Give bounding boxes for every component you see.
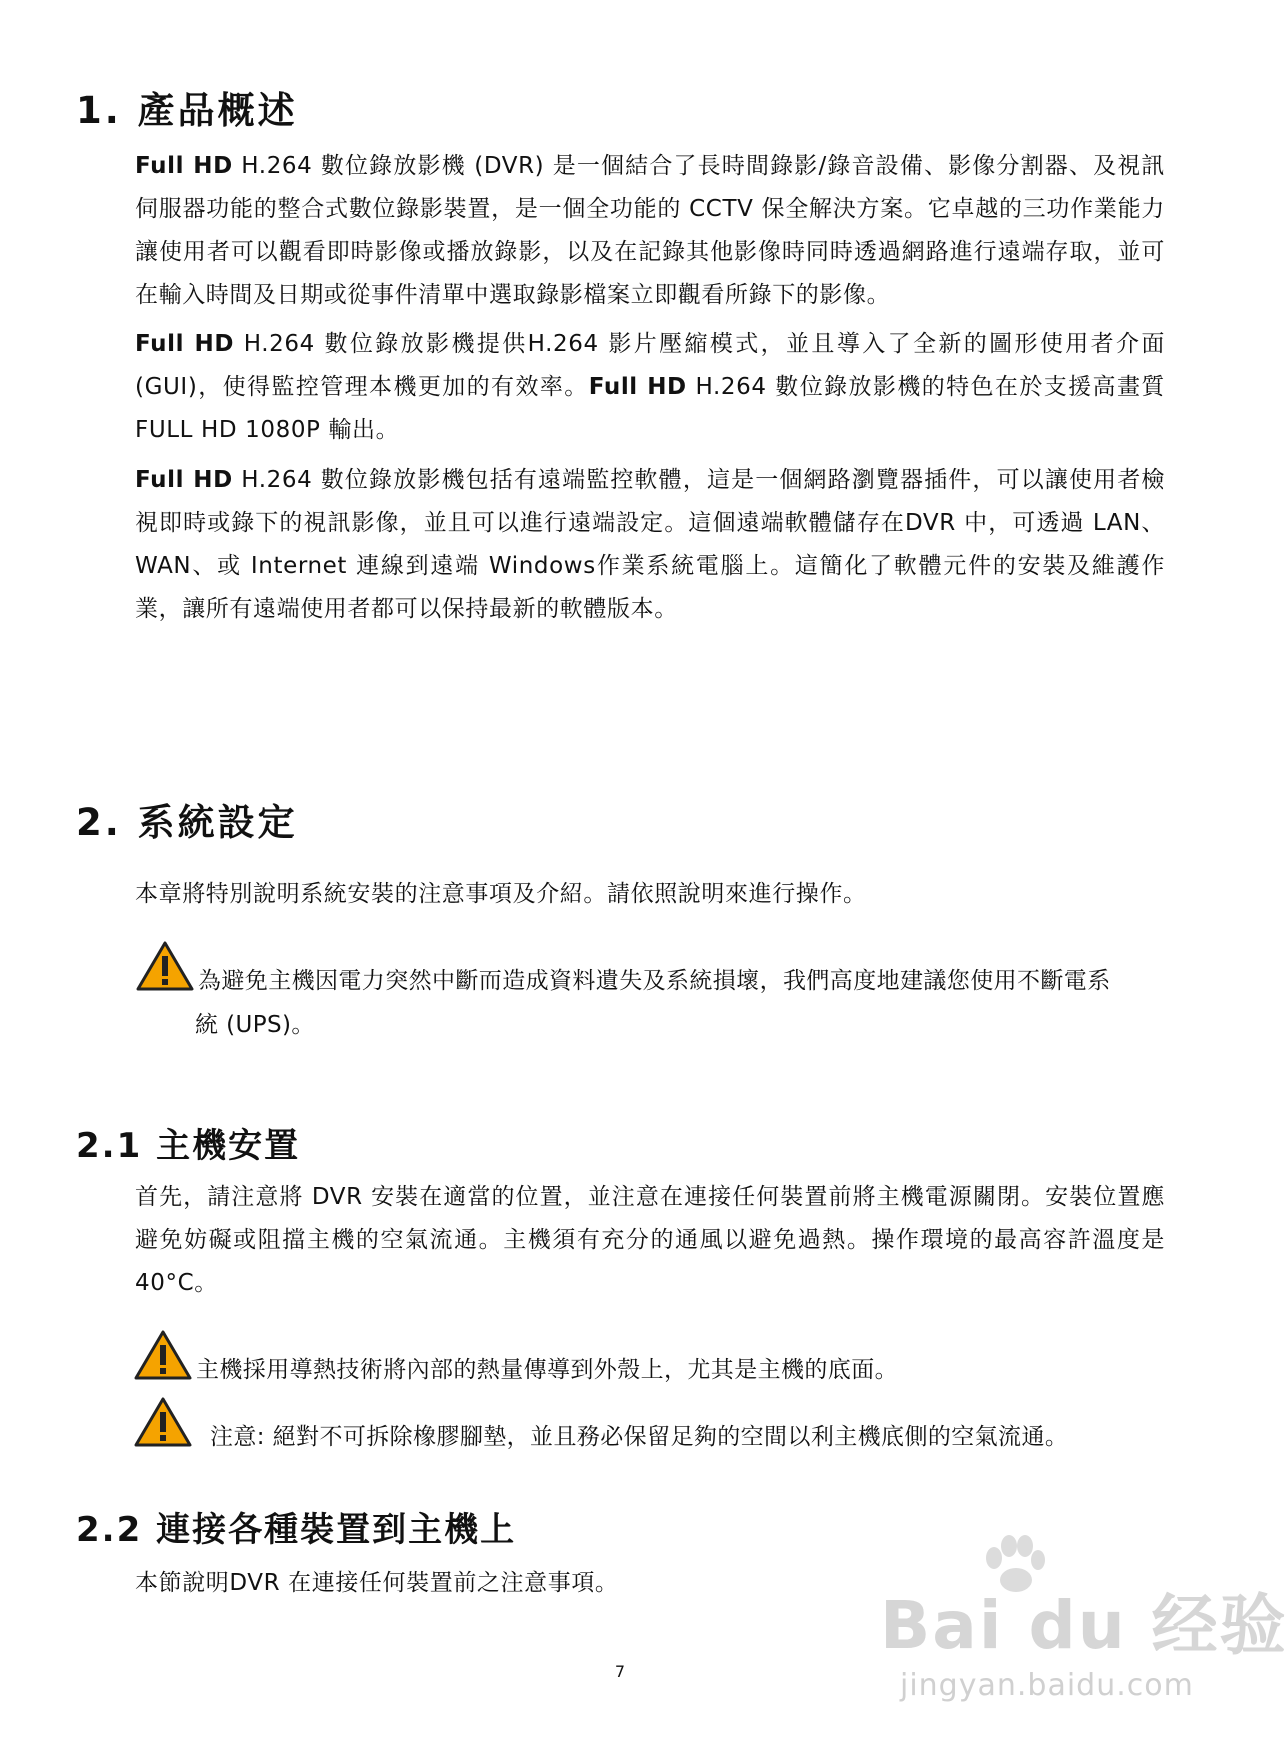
section-1-heading: 1. 產品概述 xyxy=(76,89,298,132)
section-1-paragraph-1 xyxy=(135,145,1165,317)
ups-warning-line-2: 統 (UPS)。 xyxy=(195,1012,315,1038)
section-2-1-heading: 2.1 主機安置 xyxy=(76,1126,301,1166)
section-1-paragraph-2 xyxy=(135,323,1165,452)
bold-label: Full HD xyxy=(135,153,233,179)
section-2-2-heading: 2.2 連接各種裝置到主機上 xyxy=(76,1510,517,1550)
paragraph-text: H.264 數位錄放影機提供H.264 影片壓縮模式，並且導入了全新的圖形使用者介面(GUI)，使得監控管理本機更加的有效率。 xyxy=(135,331,1165,400)
heat-warning: 主機採用導熱技術將內部的熱量傳導到外殼上，尤其是主機的底面。 xyxy=(196,1357,898,1383)
warning-icon xyxy=(133,1329,193,1381)
watermark-logo-text: Bai du 经验 xyxy=(880,1587,1288,1664)
section-2-heading: 2. 系統設定 xyxy=(76,801,298,844)
rubber-feet-warning: 注意: 絕對不可拆除橡膠腳墊，並且務必保留足夠的空間以利主機底側的空氣流通。 xyxy=(210,1424,1069,1450)
bold-label: Full HD xyxy=(588,374,687,400)
watermark-url: jingyan.baidu.com xyxy=(900,1668,1194,1703)
warning-icon xyxy=(133,1396,193,1448)
section-2-1-paragraph: 首先，請注意將 DVR 安裝在適當的位置，並注意在連接任何裝置前將主機電源關閉。安裝位置應避免妨礙或阻擋主機的空氣流通。主機須有充分的通風以避免過熱。操作環境的最高容許溫度是 40°C。 xyxy=(135,1184,1165,1296)
paragraph-text: H.264 數位錄放影機包括有遠端監控軟體，這是一個網路瀏覽器插件，可以讓使用者檢視即時或錄下的視訊影像，並且可以進行遠端設定。這個遠端軟體儲存在DVR 中，可透過 LAN、WAN、或 Internet 連線到遠端 Windows作業系統電腦上。這簡化了軟體元件的安裝及維護作業，讓所有遠端使用者都可以保持最新的軟體版本。 xyxy=(135,467,1165,622)
paragraph-text: H.264 數位錄放影機的特色在於支援高畫質 FULL HD 1080P 輸出。 xyxy=(135,374,1165,443)
section-1-paragraph-3 xyxy=(135,459,1165,631)
bold-label: Full HD xyxy=(135,467,233,493)
page-number: 7 xyxy=(614,1662,626,1681)
ups-warning-line-1: 為避免主機因電力突然中斷而造成資料遺失及系統損壞，我們高度地建議您使用不斷電系 xyxy=(198,968,1111,994)
section-2-intro: 本章將特別說明系統安裝的注意事項及介紹。請依照說明來進行操作。 xyxy=(135,881,867,907)
paragraph-text: H.264 數位錄放影機 (DVR) 是一個結合了長時間錄影/錄音設備、影像分割器、及視訊伺服器功能的整合式數位錄影裝置，是一個全功能的 CCTV 保全解決方案。它卓越的三功作業能力讓使用者可以觀看即時影像或播放錄影，以及在記錄其他影像時同時透過網路進行遠端存取，並可在輸入時間及日期或從事件清單中選取錄影檔案立即觀看所錄下的影像。 xyxy=(135,153,1165,308)
section-2-2-paragraph: 本節說明DVR 在連接任何裝置前之注意事項。 xyxy=(135,1570,619,1596)
bold-label: Full HD xyxy=(135,331,235,357)
baidu-watermark xyxy=(880,1572,1288,1722)
warning-icon xyxy=(135,940,195,992)
